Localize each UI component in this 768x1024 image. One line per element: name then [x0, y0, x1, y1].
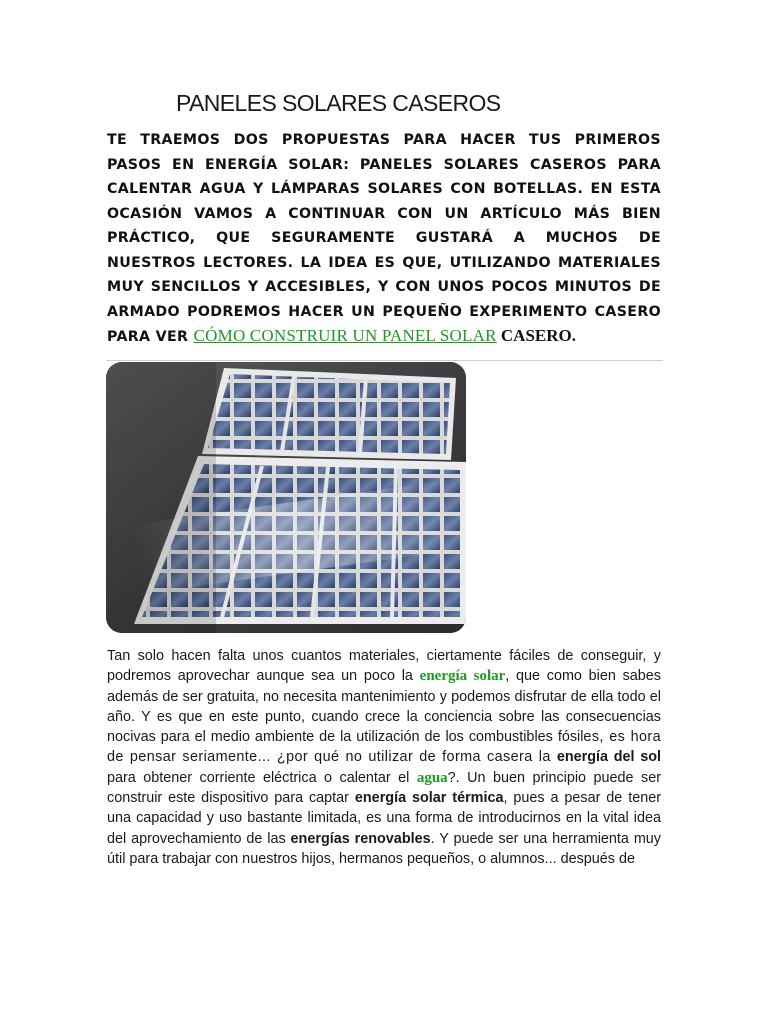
intro-text: TE TRAEMOS DOS PROPUESTAS PARA HACER TUS PRIMEROS PASOS EN ENERGÍA SOLAR: PANELES SOLARES CASEROS PARA CALENTAR AGUA Y LÁMPARAS SOLARES CON BOTELLAS. EN ESTA OCASIÓN VAMOS A CONTINUAR CON UN ARTÍCULO MÁS BIEN PRÁCTICO, QUE SEGURAMENTE GUSTARÁ A MUCHOS DE NUESTROS LECTORES. LA IDEA ES QUE, UTILIZANDO MATERIALES MUY SENCILLOS Y ACCESIBLES, Y CON UNOS POCOS MINUTOS DE ARMADO PODREMOS HACER UN PEQUEÑO EXPERIMENTO CASERO PARA VER — [107, 132, 661, 345]
body-text-7: . Y puede ser una herramienta muy útil para trabajar con nuestros hijos, hermanos pequeños, o alumnos... después de — [107, 830, 662, 867]
upper-panel — [202, 368, 456, 460]
body-text-6: , pues a pesar de tener una capacidad y uso bastante limitada, es una forma de introducirnos en la vital idea del aprovechamiento de las — [107, 790, 662, 847]
panel-solar-link[interactable]: CÓMO CONSTRUIR UN PANEL SOLAR — [193, 326, 497, 345]
divider — [107, 360, 663, 361]
body-text-2: , que como bien sabes además de ser gratuita, no necesita mantenimiento y podemos disfrutar de ella todo el año. Y es que en este punto, cuando crece la conciencia sobre las consecuencias nocivas para el medio ambiente de la utilización de los combustibles fósil — [107, 668, 661, 746]
body-paragraph — [107, 646, 661, 869]
agua-link[interactable]: agua — [416, 769, 448, 786]
bold-energia-sol: energía del sol — [556, 749, 661, 766]
bold-energia-termica: energía solar térmica — [354, 790, 504, 807]
energia-solar-link[interactable]: energía solar — [419, 668, 506, 685]
page-title: PANELES SOLARES CASEROS — [176, 90, 501, 116]
body-text-4: para obtener corriente eléctrica o calentar el — [107, 769, 417, 786]
intro-paragraph — [107, 128, 661, 350]
body-text-1: Tan solo hacen falta unos cuantos materiales, ciertamente fáciles de conseguir, y podremos aprovechar aunque sea un poco la — [107, 648, 661, 685]
solar-panel-photo — [106, 362, 466, 633]
bold-energias-renovables: energías renovables — [290, 830, 431, 847]
intro-tail: CASERO. — [496, 326, 576, 345]
body-text-3: es, es hora de pensar seriamente... ¿por qué no utilizar de forma casera la — [107, 729, 661, 766]
body-text-5: ?. Un buen principio puede ser construir este dispositivo para captar — [107, 769, 661, 807]
